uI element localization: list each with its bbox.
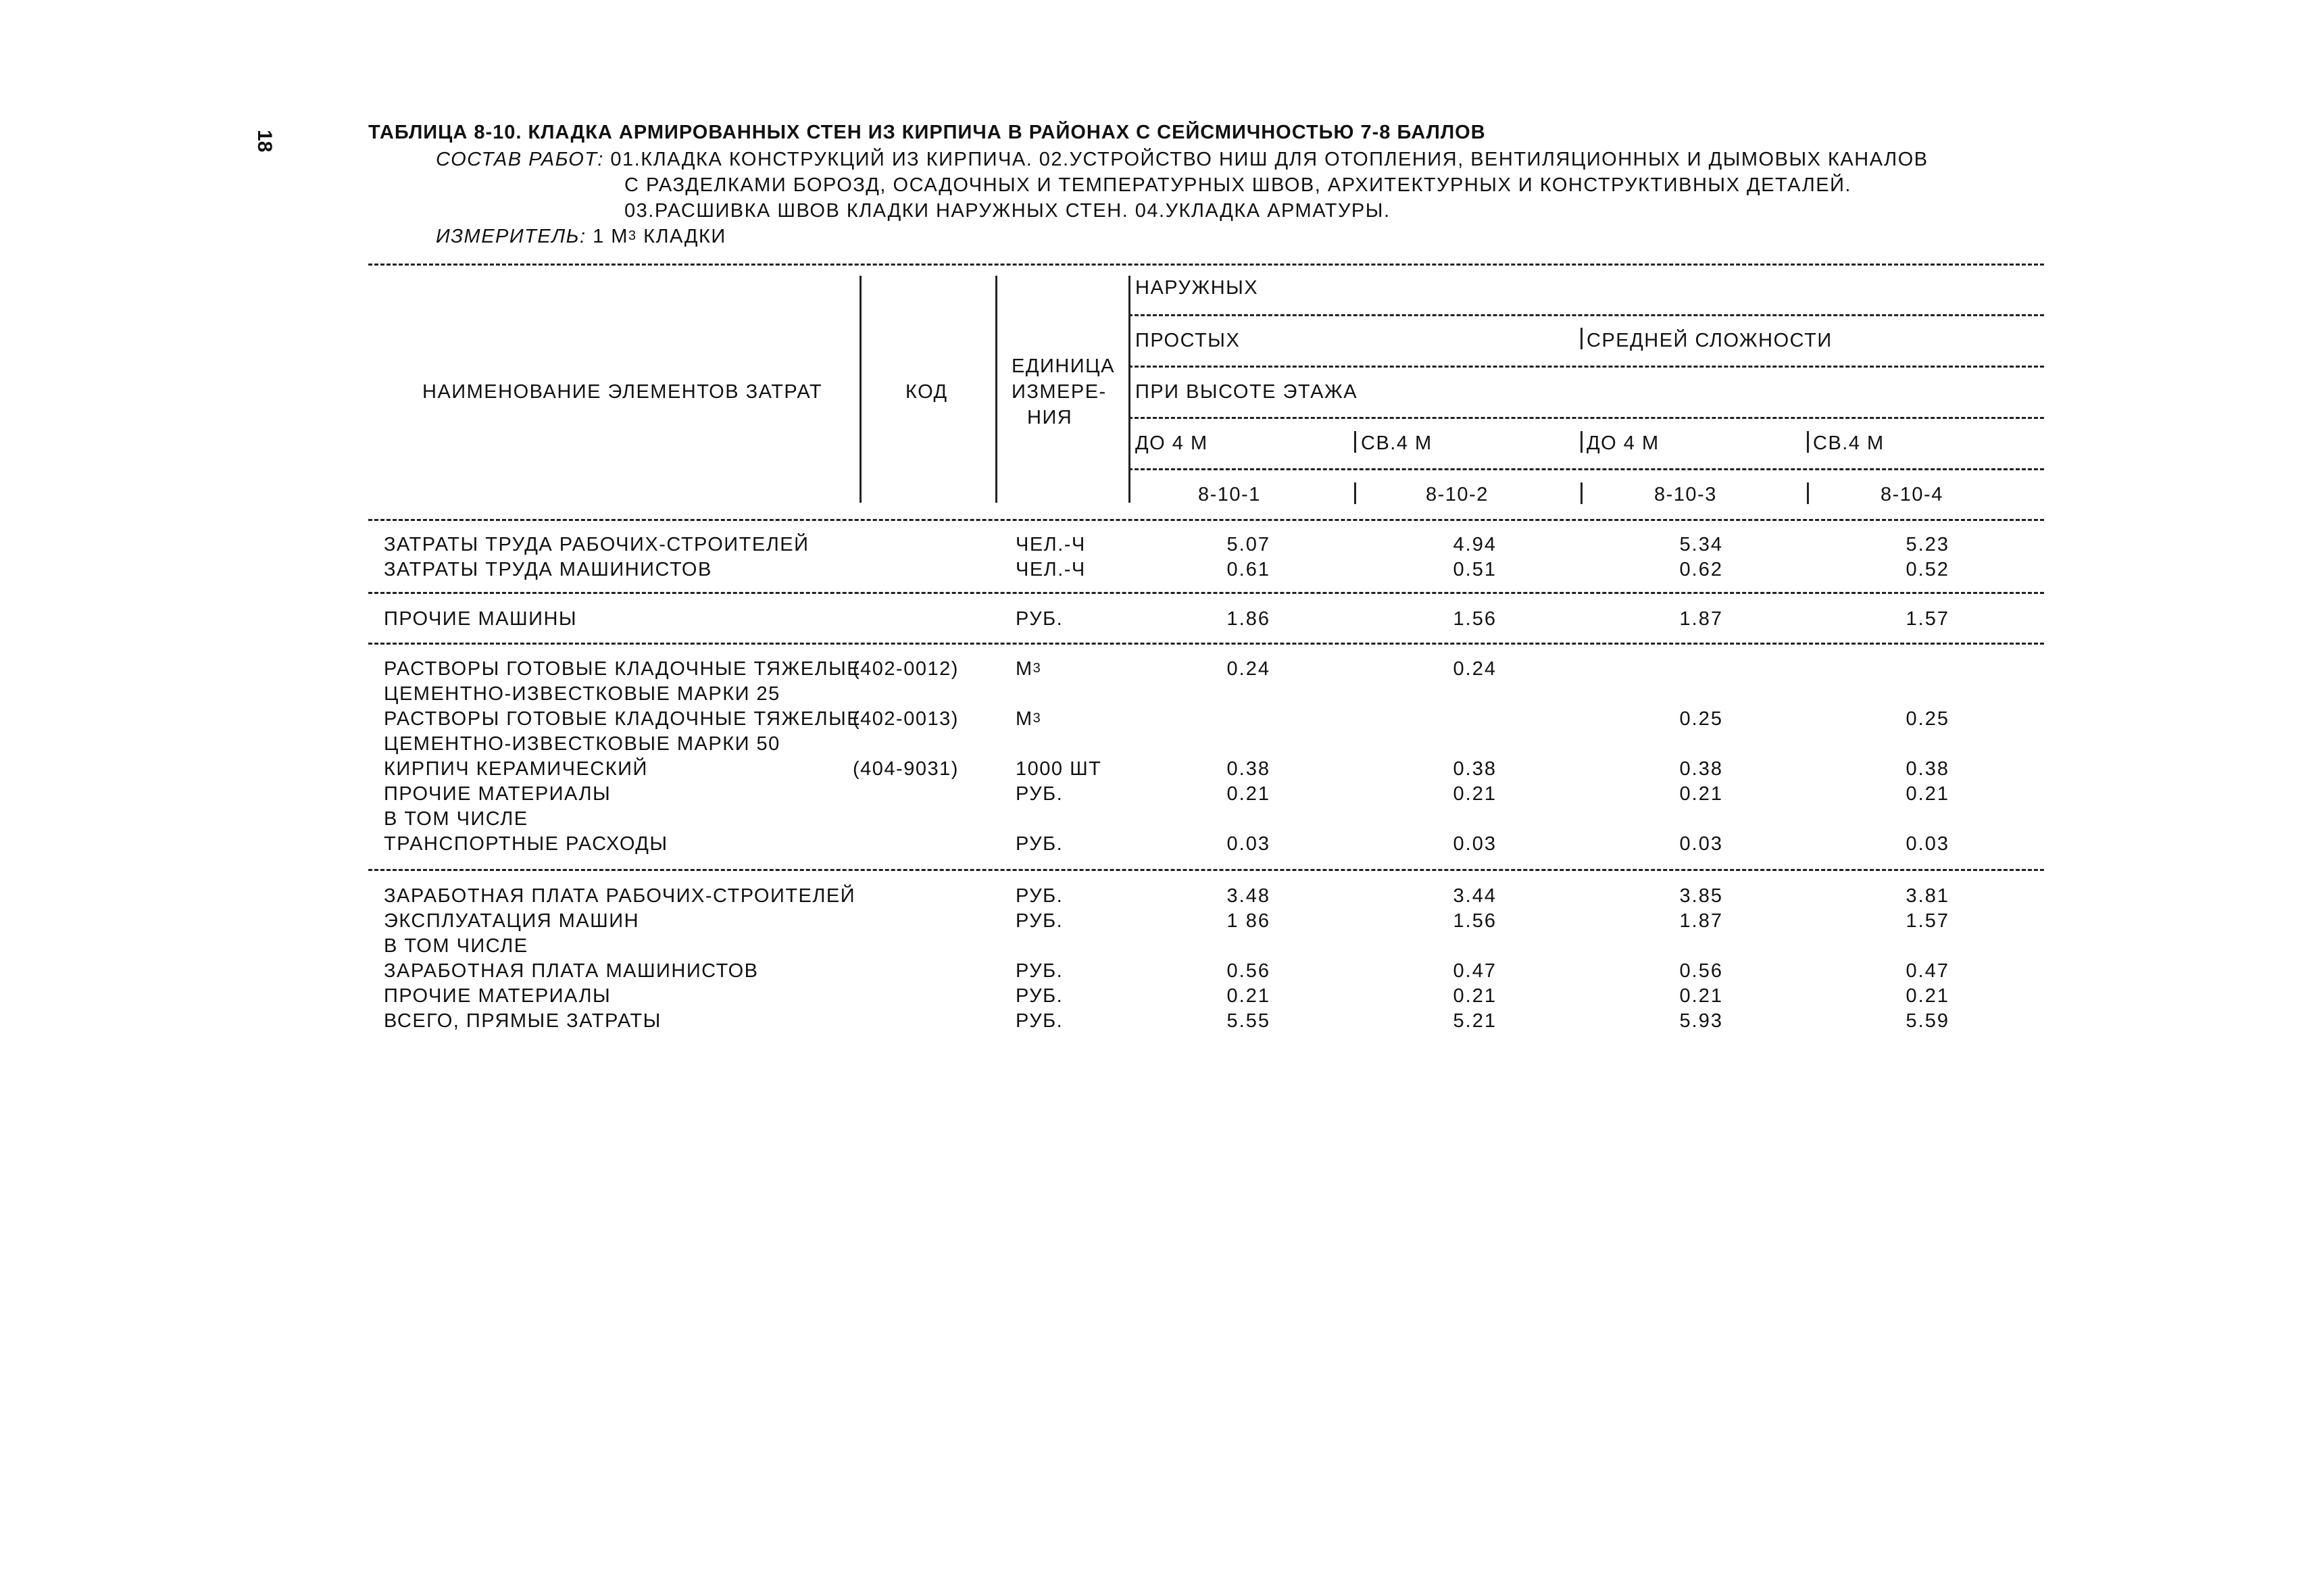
row-value-4: 0.21 bbox=[1906, 985, 1949, 1007]
row-unit: ЧЕЛ.-Ч bbox=[1016, 534, 1086, 555]
row-name: ТРАНСПОРТНЫЕ РАСХОДЫ bbox=[384, 833, 668, 855]
col-sep-medium bbox=[1580, 328, 1583, 349]
composition-line-1 bbox=[436, 149, 1928, 171]
row-value-4: 0.03 bbox=[1906, 833, 1949, 855]
col-sep-code bbox=[995, 276, 997, 503]
row-value-1: 0.03 bbox=[1226, 833, 1270, 855]
header-code-1: 8-10-1 bbox=[1198, 484, 1261, 505]
header-unit-3: НИЯ bbox=[1027, 407, 1073, 428]
row-value-3: 0.62 bbox=[1679, 559, 1723, 580]
row-value-3: 0.25 bbox=[1679, 708, 1723, 730]
row-unit: РУБ. bbox=[1016, 783, 1064, 805]
row-name: РАСТВОРЫ ГОТОВЫЕ КЛАДОЧНЫЕ ТЯЖЕЛЫЕ bbox=[384, 708, 862, 730]
composition-text-3: 03.РАСШИВКА ШВОВ КЛАДКИ НАРУЖНЫХ СТЕН. 04.УКЛАДКА АРМАТУРЫ. bbox=[624, 200, 1391, 222]
measure-tail: КЛАДКИ bbox=[643, 226, 726, 247]
col-sep-h4 bbox=[1807, 431, 1809, 453]
row-value-3: 1.87 bbox=[1679, 608, 1723, 630]
row-unit: РУБ. bbox=[1016, 910, 1064, 932]
row-unit: РУБ. bbox=[1016, 885, 1064, 907]
header-outer: НАРУЖНЫХ bbox=[1135, 277, 1259, 299]
table-title: ТАБЛИЦА 8-10. КЛАДКА АРМИРОВАННЫХ СТЕН ИЗ КИРПИЧА В РАЙОНАХ С СЕЙСМИЧНОСТЬЮ 7-8 БАЛЛОВ bbox=[368, 122, 1486, 143]
composition-label: СОСТАВ РАБОТ: bbox=[436, 149, 604, 170]
row-value-3: 5.34 bbox=[1679, 534, 1723, 555]
row-value-4: 3.81 bbox=[1906, 885, 1949, 907]
row-name: ПРОЧИЕ МАШИНЫ bbox=[384, 608, 578, 630]
header-unit-2: ИЗМЕРЕ- bbox=[1012, 381, 1107, 403]
row-value-4: 1.57 bbox=[1906, 910, 1949, 932]
row-name: ЗАТРАТЫ ТРУДА МАШИНИСТОВ bbox=[384, 559, 712, 580]
row-value-1: 0.24 bbox=[1226, 658, 1270, 680]
row-value-2: 1.56 bbox=[1453, 608, 1497, 630]
row-name: ЭКСПЛУАТАЦИЯ МАШИН bbox=[384, 910, 640, 932]
composition-text-1: 01.КЛАДКА КОНСТРУКЦИЙ ИЗ КИРПИЧА. 02.УСТРОЙСТВО НИШ ДЛЯ ОТОПЛЕНИЯ, ВЕНТИЛЯЦИОННЫХ И ДЫМОВЫХ КАНАЛОВ bbox=[610, 149, 1928, 170]
measure-value: 1 М bbox=[593, 226, 628, 247]
row-unit: РУБ. bbox=[1016, 960, 1064, 982]
row-value-4: 0.47 bbox=[1906, 960, 1949, 982]
col-sep-unit bbox=[1128, 276, 1130, 503]
row-value-2: 5.21 bbox=[1453, 1010, 1497, 1032]
row-unit: РУБ. bbox=[1016, 833, 1064, 855]
measure-sup: 3 bbox=[628, 228, 637, 243]
header-bottom-rule bbox=[368, 519, 2044, 521]
row-value-2: 1.56 bbox=[1453, 910, 1497, 932]
row-value-2: 3.44 bbox=[1453, 885, 1497, 907]
measure-label: ИЗМЕРИТЕЛЬ: bbox=[436, 226, 587, 247]
col-sep-name bbox=[860, 276, 862, 503]
row-value-3: 1.87 bbox=[1679, 910, 1723, 932]
header-rule-1 bbox=[1128, 314, 2044, 316]
row-value-4: 0.52 bbox=[1906, 559, 1949, 580]
row-value-1: 3.48 bbox=[1226, 885, 1270, 907]
row-value-3: 0.03 bbox=[1679, 833, 1723, 855]
row-name: ЗАТРАТЫ ТРУДА РАБОЧИХ-СТРОИТЕЛЕЙ bbox=[384, 534, 810, 555]
row-unit: $М^3$ bbox=[1016, 708, 1042, 730]
row-value-1: 1 86 bbox=[1226, 910, 1270, 932]
row-unit: ЧЕЛ.-Ч bbox=[1016, 559, 1086, 580]
row-value-2: 0.24 bbox=[1453, 658, 1497, 680]
row-value-1: 0.21 bbox=[1226, 985, 1270, 1007]
col-sep-h3 bbox=[1580, 431, 1583, 453]
col-sep-h2 bbox=[1354, 431, 1356, 453]
header-rule-2 bbox=[1128, 366, 2044, 368]
header-medium: СРЕДНЕЙ СЛОЖНОСТИ bbox=[1587, 330, 1833, 351]
row-value-4: 0.21 bbox=[1906, 783, 1949, 805]
row-value-3: 0.21 bbox=[1679, 985, 1723, 1007]
row-name: РАСТВОРЫ ГОТОВЫЕ КЛАДОЧНЫЕ ТЯЖЕЛЫЕ bbox=[384, 658, 862, 680]
row-value-3: 0.56 bbox=[1679, 960, 1723, 982]
row-code: (404-9031) bbox=[853, 758, 959, 780]
header-simple: ПРОСТЫХ bbox=[1135, 330, 1241, 351]
row-unit-sup: 3 bbox=[1032, 711, 1042, 726]
row-name: КИРПИЧ КЕРАМИЧЕСКИЙ bbox=[384, 758, 648, 780]
col-sep-c2 bbox=[1354, 482, 1356, 504]
header-height-4: СВ.4 М bbox=[1813, 432, 1885, 454]
header-code-2: 8-10-2 bbox=[1426, 484, 1489, 505]
row-unit: РУБ. bbox=[1016, 985, 1064, 1007]
col-sep-c4 bbox=[1807, 482, 1809, 504]
composition-text-2: С РАЗДЕЛКАМИ БОРОЗД, ОСАДОЧНЫХ И ТЕМПЕРАТУРНЫХ ШВОВ, АРХИТЕКТУРНЫХ И КОНСТРУКТИВНЫХ ДЕТАЛЕЙ. bbox=[624, 174, 1851, 196]
row-value-1: 5.07 bbox=[1226, 534, 1270, 555]
header-height-3: ДО 4 М bbox=[1587, 432, 1660, 454]
row-name: ЦЕМЕНТНО-ИЗВЕСТКОВЫЕ МАРКИ 25 bbox=[384, 683, 780, 705]
row-unit: РУБ. bbox=[1016, 1010, 1064, 1032]
row-value-4: 5.59 bbox=[1906, 1010, 1949, 1032]
row-value-1: 1.86 bbox=[1226, 608, 1270, 630]
row-unit: $М^3$ bbox=[1016, 658, 1042, 680]
row-value-1: 5.55 bbox=[1226, 1010, 1270, 1032]
row-code: (402-0013) bbox=[853, 708, 959, 730]
measure-line bbox=[436, 226, 726, 248]
row-value-1: 0.21 bbox=[1226, 783, 1270, 805]
row-name: ЗАРАБОТНАЯ ПЛАТА МАШИНИСТОВ bbox=[384, 960, 759, 982]
row-value-4: 1.57 bbox=[1906, 608, 1949, 630]
header-floor-height: ПРИ ВЫСОТЕ ЭТАЖА bbox=[1135, 381, 1358, 403]
row-value-1: 0.56 bbox=[1226, 960, 1270, 982]
group-rule-2 bbox=[368, 643, 2044, 645]
row-name: ЦЕМЕНТНО-ИЗВЕСТКОВЫЕ МАРКИ 50 bbox=[384, 733, 780, 755]
row-value-4: 0.25 bbox=[1906, 708, 1949, 730]
row-code: (402-0012) bbox=[853, 658, 959, 680]
header-code-4: 8-10-4 bbox=[1881, 484, 1943, 505]
page-number: 18 bbox=[253, 130, 276, 153]
table-top-rule bbox=[368, 264, 2044, 266]
row-value-2: 0.03 bbox=[1453, 833, 1497, 855]
row-value-1: 0.38 bbox=[1226, 758, 1270, 780]
row-value-2: 0.21 bbox=[1453, 985, 1497, 1007]
row-value-2: 0.47 bbox=[1453, 960, 1497, 982]
header-height-2: СВ.4 М bbox=[1361, 432, 1433, 454]
header-height-1: ДО 4 М bbox=[1135, 432, 1208, 454]
row-value-2: 0.51 bbox=[1453, 559, 1497, 580]
row-unit: 1000 ШТ bbox=[1016, 758, 1102, 780]
header-code-3: 8-10-3 bbox=[1654, 484, 1717, 505]
row-name: ПРОЧИЕ МАТЕРИАЛЫ bbox=[384, 783, 612, 805]
row-value-3: 3.85 bbox=[1679, 885, 1723, 907]
row-value-2: 4.94 bbox=[1453, 534, 1497, 555]
row-value-2: 0.38 bbox=[1453, 758, 1497, 780]
group-rule-1 bbox=[368, 592, 2044, 594]
row-name: ПРОЧИЕ МАТЕРИАЛЫ bbox=[384, 985, 612, 1007]
row-name: В ТОМ ЧИСЛЕ bbox=[384, 935, 528, 957]
header-unit-1: ЕДИНИЦА bbox=[1012, 355, 1115, 377]
row-name: ЗАРАБОТНАЯ ПЛАТА РАБОЧИХ-СТРОИТЕЛЕЙ bbox=[384, 885, 856, 907]
col-sep-c3 bbox=[1580, 482, 1583, 504]
group-rule-3 bbox=[368, 869, 2044, 871]
header-rule-3 bbox=[1128, 417, 2044, 419]
header-code: КОД bbox=[905, 381, 948, 403]
row-value-4: 0.38 bbox=[1906, 758, 1949, 780]
row-value-3: 0.21 bbox=[1679, 783, 1723, 805]
row-value-3: 0.38 bbox=[1679, 758, 1723, 780]
header-rule-4 bbox=[1128, 468, 2044, 470]
row-unit-sup: 3 bbox=[1032, 661, 1042, 676]
row-value-1: 0.61 bbox=[1226, 559, 1270, 580]
header-name: НАИМЕНОВАНИЕ ЭЛЕМЕНТОВ ЗАТРАТ bbox=[422, 381, 823, 403]
row-name: В ТОМ ЧИСЛЕ bbox=[384, 808, 528, 830]
row-name: ВСЕГО, ПРЯМЫЕ ЗАТРАТЫ bbox=[384, 1010, 662, 1032]
row-unit: РУБ. bbox=[1016, 608, 1064, 630]
row-value-3: 5.93 bbox=[1679, 1010, 1723, 1032]
row-value-4: 5.23 bbox=[1906, 534, 1949, 555]
row-value-2: 0.21 bbox=[1453, 783, 1497, 805]
